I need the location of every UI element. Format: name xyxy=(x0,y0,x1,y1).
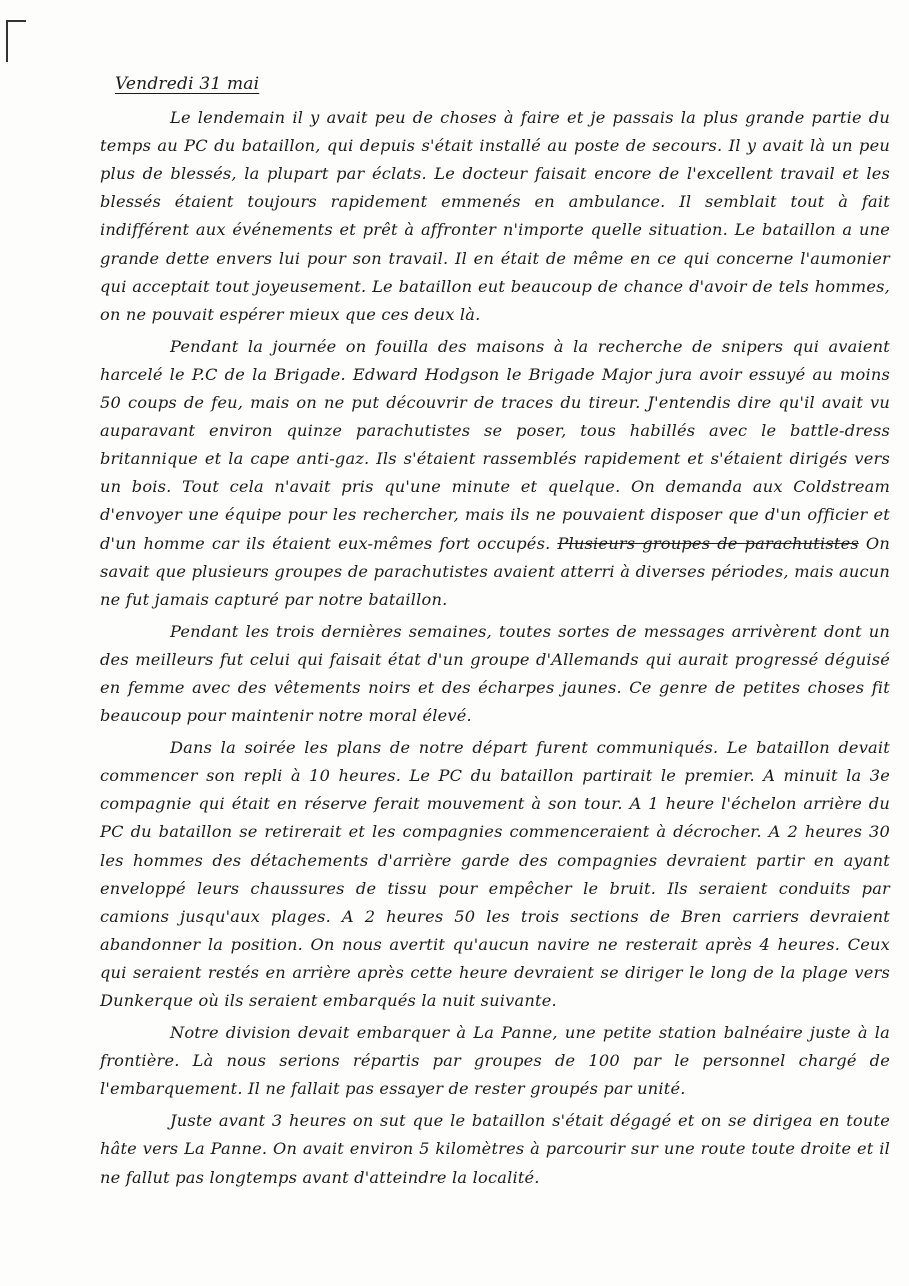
paragraph-2-text-before: Pendant la journée on fouilla des maisons à la recherche de snipers qui avaient harcelé le P.C de la Brigade. Edward Hodgson le Brigade Major jura avoir essuyé au moins 50 coups de feu, mais on ne put découvrir de traces du tireur. J'entendis dire qu'il avait vu auparavant environ quinze parachutistes se poser, tous habillés avec le battle-dress britannique et la cape anti-gaz. Ils s'étaient rassemblés rapidement et s'étaient dirigés vers un bois. Tout cela n'avait pris qu'une minute et quelque. On demanda aux Coldstream d'envoyer une équipe pour les rechercher, mais ils ne pouvaient disposer que d'un officier et d'un homme car ils étaient eux-mêmes fort occupés. xyxy=(100,336,890,553)
paragraph-5: Notre division devait embarquer à La Panne, une petite station balnéaire juste à la frontière. Là nous serions répartis par groupes de 100 par le personnel chargé de l'embarquement. Il ne fallait pas essayer de rester groupés par unité. xyxy=(100,1023,890,1099)
date-heading: Vendredi 31 mai xyxy=(115,74,260,94)
paragraph-2-text-after: On savait que plusieurs groupes de parachutistes avaient atterri à diverses périodes, mais aucun ne fut jamais capturé par notre bataillon. xyxy=(100,533,890,609)
paragraph-1: Le lendemain il y avait peu de choses à faire et je passais la plus grande partie du temps au PC du bataillon, qui depuis s'était installé au poste de secours. Il y avait là un peu plus de blessés, la plupart par éclats. Le docteur faisait encore de l'excellent travail et les blessés étaient toujours rapidement emmenés en ambulance. Il semblait tout à fait indifférent aux événements et prêt à affronter n'importe quelle situation. Le bataillon a une grande dette envers lui pour son travail. Il en était de même en ce qui concerne l'aumonier qui acceptait tout joyeusement. Le bataillon eut beaucoup de chance d'avoir de tels hommes, on ne pouvait espérer mieux que ces deux là. xyxy=(100,108,890,324)
paragraph-4: Dans la soirée les plans de notre départ furent communiqués. Le bataillon devait commencer son repli à 10 heures. Le PC du bataillon partirait le premier. A minuit la 3e compagnie qui était en réserve ferait mouvement à son tour. A 1 heure l'échelon arrière du PC du bataillon se retirerait et les compagnies commenceraient à décrocher. A 2 heures 30 les hommes des détachements d'arrière garde des compagnies devraient partir en ayant enveloppé leurs chaussures de tissu pour empêcher le bruit. Ils seraient conduits par camions jusqu'aux plages. A 2 heures 50 les trois sections de Bren carriers devraient abandonner la position. On nous avertit qu'aucun navire ne resterait après 4 heures. Ceux qui seraient restés en arrière après cette heure devraient se diriger le long de la plage vers Dunkerque où ils seraient embarqués la nuit suivante. xyxy=(100,738,890,1010)
paragraph-3: Pendant les trois dernières semaines, toutes sortes de messages arrivèrent dont un des meilleurs fut celui qui faisait état d'un groupe d'Allemands qui aurait progressé déguisé en femme avec des vêtements noirs et des écharpes jaunes. Ce genre de petites choses fit beaucoup pour maintenir notre moral élevé. xyxy=(100,621,890,726)
handwritten-text xyxy=(100,70,890,1196)
paragraph-2 xyxy=(100,333,890,614)
paragraph-6: Juste avant 3 heures on sut que le bataillon s'était dégagé et on se dirigea en toute hâte vers La Panne. On avait environ 5 kilomètres à parcourir sur une route toute droite et il ne fallut pas longtemps avant d'atteindre la localité. xyxy=(100,1111,890,1187)
struck-through-text: Plusieurs groupes de parachutistes xyxy=(557,533,859,553)
scan-corner-mark xyxy=(6,20,26,62)
